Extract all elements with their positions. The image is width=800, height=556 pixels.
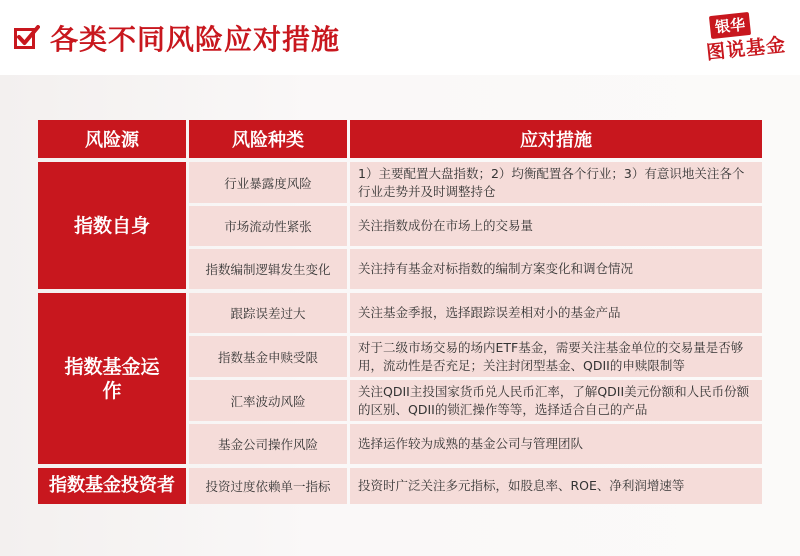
table-row	[189, 249, 762, 289]
brand-logo	[694, 14, 786, 64]
measure-cell: 关注基金季报，选择跟踪误差相对小的基金产品	[350, 293, 762, 333]
risk-source-cell: 指数基金投资者	[38, 468, 186, 504]
risk-table	[38, 120, 762, 508]
checkbox-icon	[14, 25, 40, 51]
risk-type-cell: 基金公司操作风险	[189, 424, 347, 464]
column-header-measure: 应对措施	[350, 120, 762, 158]
risk-type-cell: 投资过度依赖单一指标	[189, 468, 347, 504]
measure-cell: 选择运作较为成熟的基金公司与管理团队	[350, 424, 762, 464]
table-row	[189, 380, 762, 421]
logo-bottom-text: 图说基金	[705, 33, 788, 65]
risk-type-cell: 指数编制逻辑发生变化	[189, 249, 347, 289]
table-row	[189, 468, 762, 504]
measure-cell: 对于二级市场交易的场内ETF基金，需要关注基金单位的交易量是否够用，流动性是否充足；关注封闭型基金、QDII的申赎限制等	[350, 336, 762, 377]
risk-type-cell: 汇率波动风险	[189, 380, 347, 421]
column-header-type: 风险种类	[189, 120, 347, 158]
title-bar	[14, 16, 340, 60]
table-row	[189, 293, 762, 333]
table-row	[189, 336, 762, 377]
measure-cell: 关注指数成份在市场上的交易量	[350, 206, 762, 246]
measure-cell: 1）主要配置大盘指数；2）均衡配置各个行业；3）有意识地关注各个行业走势并及时调整持仓	[350, 162, 762, 203]
measure-cell: 关注持有基金对标指数的编制方案变化和调仓情况	[350, 249, 762, 289]
risk-type-cell: 跟踪误差过大	[189, 293, 347, 333]
risk-source-cell: 指数基金运作	[38, 293, 186, 464]
table-row	[189, 206, 762, 246]
risk-type-cell: 市场流动性紧张	[189, 206, 347, 246]
table-row	[189, 162, 762, 203]
table-header	[38, 120, 762, 158]
measure-cell: 关注QDII主投国家货币兑人民币汇率，了解QDII美元份额和人民币份额的区别、QDII的锁汇操作等等，选择适合自己的产品	[350, 380, 762, 421]
risk-source-cell: 指数自身	[38, 162, 186, 289]
logo-top-text: 银华	[709, 12, 751, 39]
page-title: 各类不同风险应对措施	[50, 23, 341, 56]
column-header-source: 风险源	[38, 120, 186, 158]
risk-type-cell: 行业暴露度风险	[189, 162, 347, 203]
risk-group-investor	[38, 468, 762, 504]
risk-group-index	[38, 162, 762, 289]
table-row	[189, 424, 762, 464]
measure-cell: 投资时广泛关注多元指标，如股息率、ROE、净利润增速等	[350, 468, 762, 504]
risk-type-cell: 指数基金申赎受限	[189, 336, 347, 377]
risk-group-operation	[38, 293, 762, 464]
